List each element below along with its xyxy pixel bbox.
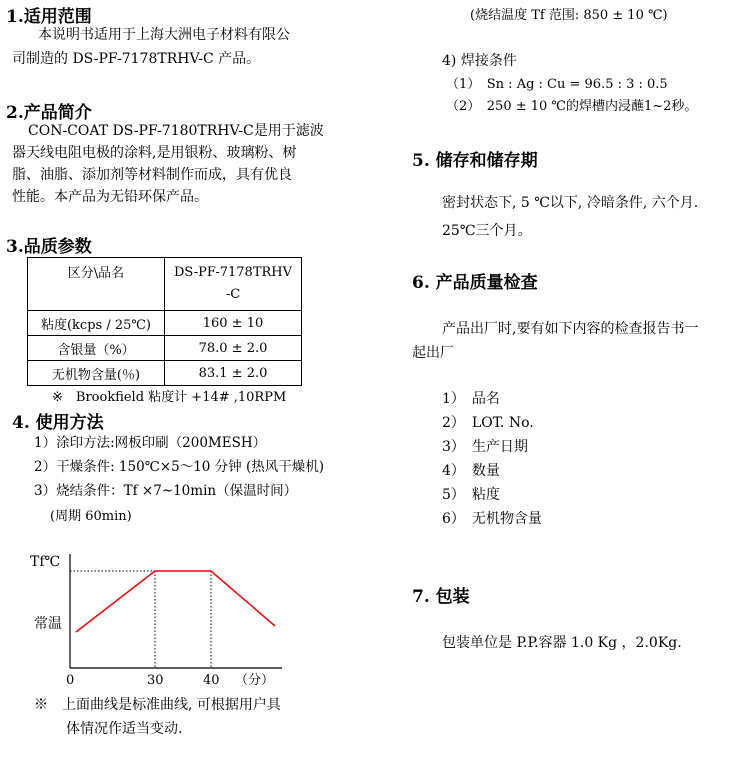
inspection-item: 2） LOT. No. <box>442 415 534 431</box>
section-2-line-3: 脂、油脂、添加剂等材料制作而成，具有优良 <box>12 167 292 183</box>
section-2-line-2: 器天线电阻电极的涂料,是用银粉、玻璃粉、树 <box>12 145 297 161</box>
storage-line-2: 25℃三个月。 <box>442 223 532 239</box>
chart-profile-line <box>76 571 275 632</box>
usage-line-1: 1）涂印方法:网板印刷（200MESH） <box>34 435 267 451</box>
chart-x-unit: （分） <box>235 673 275 688</box>
inspection-item: 1） 品名 <box>442 391 500 407</box>
solder-heading: 4) 焊接条件 <box>442 53 517 69</box>
section-3-heading: 3.品质参数 <box>6 237 92 257</box>
table-row <box>28 336 302 361</box>
section-5-heading: 5. 储存和储存期 <box>412 151 538 171</box>
section-2-heading: 2.产品简介 <box>6 103 92 123</box>
table-cell: 83.1 ± 2.0 <box>165 361 302 386</box>
table-header-cell: 区分\品名 <box>28 258 165 311</box>
section-1-line-2: 司制造的 DS-PF-7178TRHV-C 产品。 <box>12 51 261 67</box>
table-row <box>28 361 302 386</box>
chart-ylabel: Tf℃ <box>30 554 61 570</box>
chart-tick-40: 40 <box>203 673 220 688</box>
packaging-line: 包装单位是 P.P.容器 1.0 Kg ，2.0Kg. <box>442 635 682 651</box>
usage-line-4: (周期 60min) <box>50 509 132 524</box>
inspection-line-1: 产品出厂时,要有如下内容的检查报告书一 <box>442 321 699 337</box>
firing-temperature-range: (烧结温度 Tf 范围: 850 ± 10 ℃) <box>470 8 668 23</box>
section-6-heading: 6. 产品质量检查 <box>412 273 538 293</box>
chart-note-line-2: 体情况作适当变动. <box>66 721 183 737</box>
storage-line-1: 密封状态下, 5 ℃以下, 冷暗条件, 六个月. <box>442 195 699 211</box>
firing-profile-chart <box>0 540 330 690</box>
chart-tick-30: 30 <box>147 673 164 688</box>
solder-line-2: （2） 250 ± 10 ℃的焊槽内浸蘸1~2秒。 <box>446 99 698 114</box>
table-cell: 含银量（%） <box>28 336 165 361</box>
chart-note-line-1: ※ 上面曲线是标准曲线, 可根据用户具 <box>34 697 281 713</box>
solder-line-1: （1） Sn : Ag : Cu = 96.5 : 3 : 0.5 <box>446 77 668 92</box>
inspection-line-2: 起出厂 <box>412 345 454 361</box>
table-cell: 无机物含量(％) <box>28 361 165 386</box>
section-7-heading: 7. 包装 <box>412 587 470 607</box>
inspection-item: 3） 生产日期 <box>442 439 528 455</box>
table-header-row <box>28 258 302 311</box>
usage-line-2: 2）干燥条件: 150℃×5～10 分钟 (热风干燥机) <box>34 459 324 475</box>
table-cell: 78.0 ± 2.0 <box>165 336 302 361</box>
table-row <box>28 311 302 336</box>
inspection-item: 5） 粘度 <box>442 487 500 503</box>
quality-table <box>27 257 302 386</box>
table-cell: 160 ± 10 <box>165 311 302 336</box>
inspection-item: 6） 无机物含量 <box>442 511 542 527</box>
chart-tick-0: 0 <box>66 673 75 688</box>
section-1-heading: 1.适用范围 <box>6 7 92 27</box>
usage-line-3: 3）烧结条件：Tf ×7~10min（保温时间） <box>34 483 298 499</box>
table-header-cell: DS-PF-7178TRHV -C <box>165 258 302 311</box>
section-2-line-4: 性能。本产品为无铅环保产品。 <box>12 189 208 205</box>
chart-room-temp-label: 常温 <box>34 616 62 632</box>
inspection-item: 4） 数量 <box>442 463 500 479</box>
viscosity-note: ※ Brookfield 粘度计 +14# ,10RPM <box>52 390 287 405</box>
section-1-line-1: 本说明书适用于上海大洲电子材料有限公 <box>38 27 290 43</box>
table-cell: 粘度(kcps / 25℃) <box>28 311 165 336</box>
section-4-heading: 4. 使用方法 <box>12 413 104 433</box>
section-2-line-1: CON-COAT DS-PF-7180TRHV-C是用于滤波 <box>28 123 324 139</box>
